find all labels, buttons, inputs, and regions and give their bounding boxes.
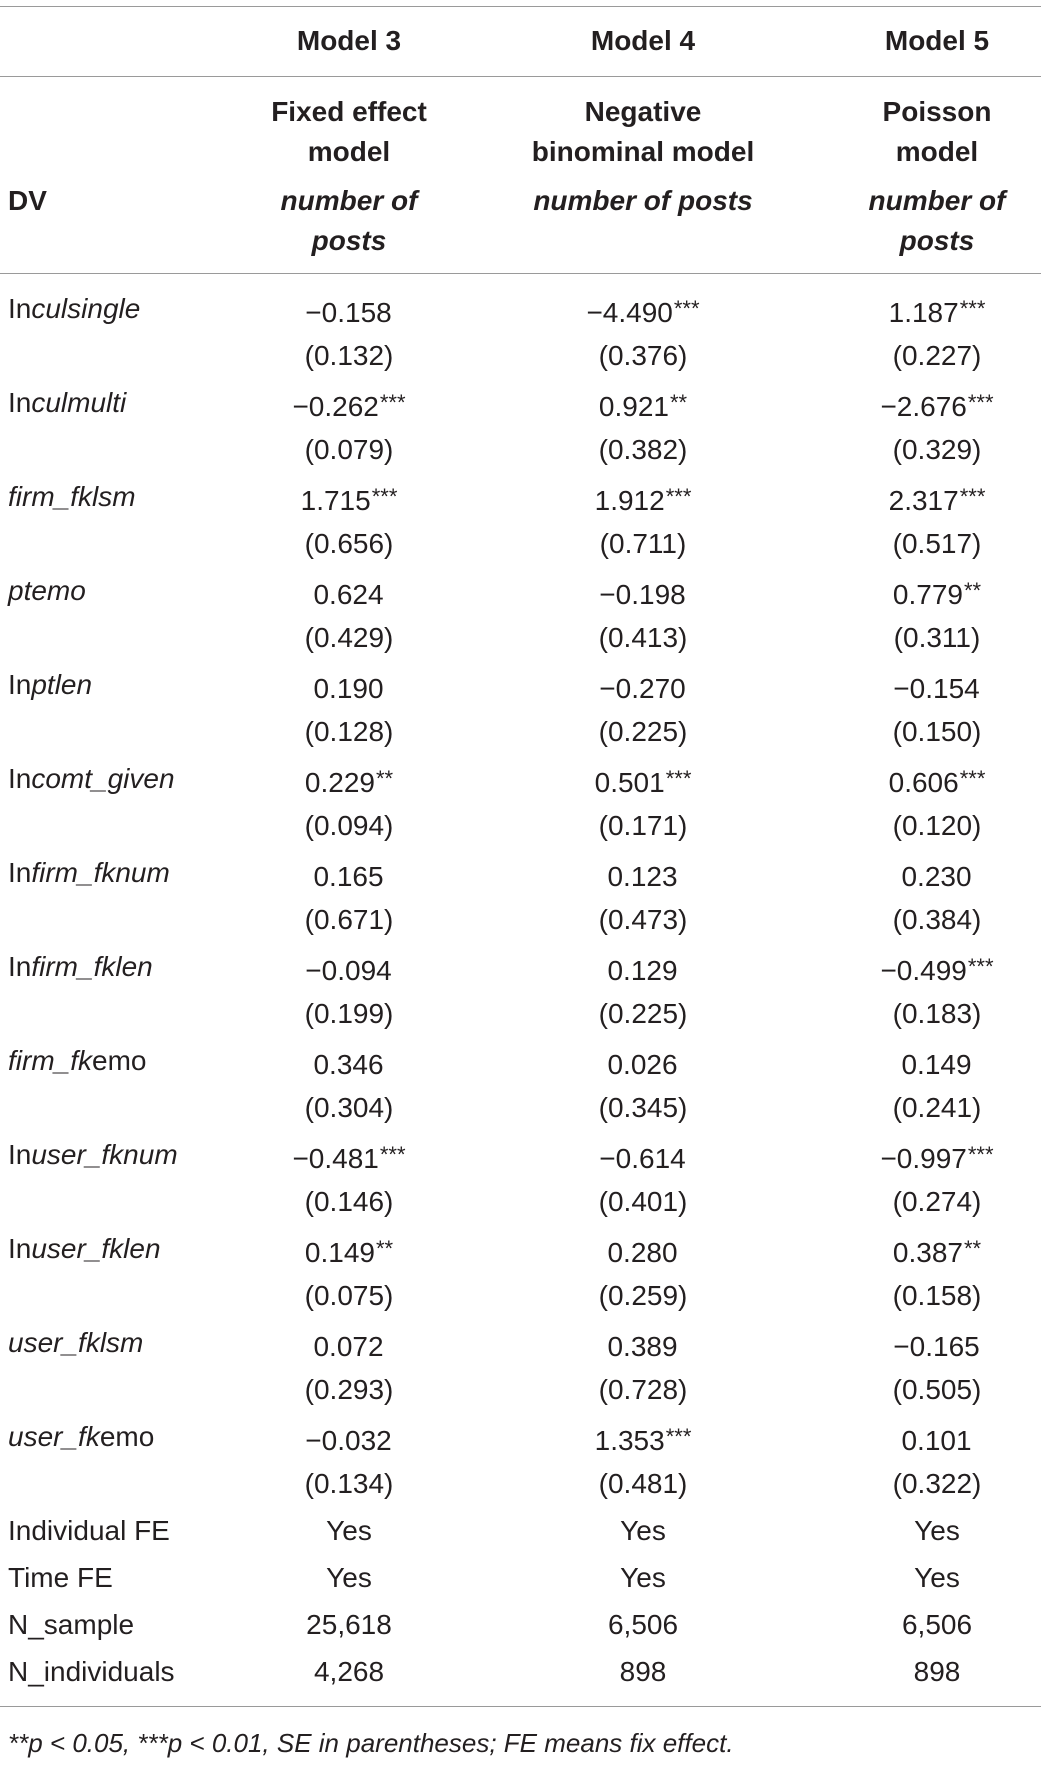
header-rule [0, 76, 1041, 77]
significance-stars: ** [375, 766, 394, 791]
variable-label: Incomt_given [8, 763, 175, 794]
summary-label: Individual FE [8, 1515, 170, 1546]
variable-label: Inptlen [8, 669, 93, 700]
summary-label: Time FE [8, 1562, 113, 1593]
summary-label: N_individuals [8, 1656, 175, 1687]
significance-stars: *** [665, 484, 692, 509]
significance-stars: ** [375, 1236, 394, 1261]
significance-stars: ** [963, 578, 982, 603]
model-5-header: Model 5 [884, 25, 990, 56]
variable-label: Infirm_fklen [8, 951, 153, 982]
significance-stars: *** [967, 954, 994, 979]
variable-label: firm_fklsm [8, 481, 136, 512]
significance-stars: *** [967, 1142, 994, 1167]
table-footnote: **p < 0.05, ***p < 0.01, SE in parentheses; FE means fix effect. [8, 1728, 734, 1758]
significance-stars: *** [665, 766, 692, 791]
variable-label: ptemo [8, 575, 86, 606]
bottom-rule [0, 1706, 1041, 1707]
significance-stars: *** [959, 766, 986, 791]
significance-stars: *** [673, 296, 700, 321]
dv-label: DV [8, 185, 47, 216]
model-4-type: Negative binominal model [531, 96, 755, 167]
model-3-header: Model 3 [296, 25, 402, 56]
model-3-dv: number of posts [280, 185, 418, 256]
top-rule [0, 6, 1041, 7]
significance-stars: *** [371, 484, 398, 509]
model-3-type: Fixed effect model [271, 96, 427, 167]
variable-label: Inculsingle [8, 293, 141, 324]
variable-label: firm_fkemo [8, 1045, 147, 1076]
significance-stars: ** [963, 1236, 982, 1261]
significance-stars: *** [379, 390, 406, 415]
significance-stars: *** [665, 1424, 692, 1449]
model-5-type: Poisson model [882, 96, 992, 167]
model-5-dv: number of posts [868, 185, 1006, 256]
significance-stars: *** [967, 390, 994, 415]
variable-label: Inuser_fklen [8, 1233, 161, 1264]
variable-label: Inuser_fknum [8, 1139, 178, 1170]
significance-stars: *** [959, 484, 986, 509]
significance-stars: *** [379, 1142, 406, 1167]
model-4-header: Model 4 [590, 25, 696, 56]
variable-label: Infirm_fknum [8, 857, 170, 888]
body-rule [0, 273, 1041, 274]
variable-label: Inculmulti [8, 387, 127, 418]
significance-stars: *** [959, 296, 986, 321]
model-4-dv: number of posts [533, 185, 753, 216]
variable-label: user_fkemo [8, 1421, 155, 1452]
summary-label: N_sample [8, 1609, 135, 1640]
significance-stars: ** [669, 390, 688, 415]
variable-label: user_fklsm [8, 1327, 144, 1358]
